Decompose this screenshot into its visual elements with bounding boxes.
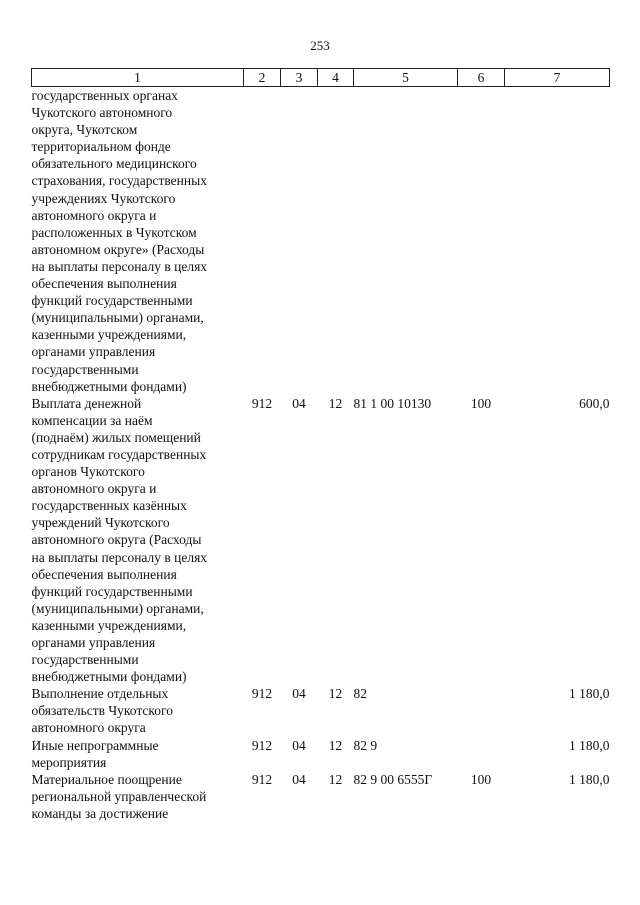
sum-cell: 1 180,0	[569, 737, 610, 753]
expense-name-line: государственных казённых	[31, 498, 187, 514]
expense-name-line: компенсации за наём	[31, 412, 153, 428]
expense-name-line: сотрудникам государственных	[31, 446, 207, 462]
expense-name-line: Материальное поощрение	[31, 771, 182, 787]
expense-name-line: органами управления	[31, 344, 156, 360]
table-body	[32, 87, 610, 823]
expense-name-line: округа, Чукотском	[31, 122, 138, 138]
expense-name-line: территориальном фонде	[31, 139, 171, 155]
admin-code-cell: 912	[251, 737, 273, 753]
expense-type-cell	[458, 737, 505, 771]
expense-name-line: автономном округе» (Расходы	[31, 241, 205, 257]
expense-type-cell	[458, 87, 505, 395]
expense-name-line: органами управления	[31, 635, 156, 650]
expense-name-line: Чукотского автономного	[31, 105, 173, 121]
section-code-cell: 04	[292, 395, 306, 411]
column-header-name: 1	[32, 69, 244, 87]
column-header-admin: 2	[244, 69, 281, 87]
expense-name-line: обеспечения выполнения	[31, 276, 177, 292]
header-row	[32, 69, 610, 87]
expense-name-cell	[32, 87, 244, 395]
expense-name-line: обеспечения выполнения	[31, 566, 177, 582]
column-header-target: 5	[354, 69, 458, 87]
expense-name-line: государственными	[31, 361, 139, 377]
page-number: 253	[310, 38, 330, 53]
expense-name-cell	[32, 737, 244, 771]
expense-name-line: учреждениях Чукотского	[31, 190, 176, 206]
expense-name-line: внебюджетными фондами)	[31, 669, 187, 685]
expense-name-line: (муниципальными) органами,	[31, 600, 204, 616]
column-header-type: 6	[458, 69, 505, 87]
expense-name-line: (поднаём) жилых помещений	[31, 429, 201, 445]
expense-name-line: Выполнение отдельных	[31, 686, 169, 702]
expense-name-line: обязательного медицинского	[31, 156, 197, 172]
sum-cell	[505, 87, 610, 395]
subsection-code-cell: 12	[328, 771, 343, 787]
subsection-code-cell: 12	[328, 737, 343, 753]
expense-name-cell	[32, 771, 244, 822]
expense-name-line: Выплата денежной	[31, 395, 142, 411]
sum-cell: 600,0	[579, 395, 610, 411]
section-code-cell: 04	[292, 771, 306, 787]
admin-code-cell	[244, 87, 281, 395]
expense-name-line: обязательств Чукотского	[31, 703, 173, 719]
table-row	[32, 685, 610, 736]
expense-name-cell	[32, 685, 244, 736]
expense-name-line: учреждений Чукотского	[31, 515, 170, 531]
expense-name-line: казенными учреждениями,	[31, 617, 187, 633]
expense-name-line: страхования, государственных	[31, 173, 207, 189]
expense-name-line: органов Чукотского	[31, 464, 145, 480]
table-row	[32, 771, 610, 822]
table-row	[32, 395, 610, 686]
table-row	[32, 737, 610, 771]
subsection-code-cell: 12	[328, 686, 343, 702]
target-article-cell: 82 9	[353, 737, 378, 753]
sum-cell: 1 180,0	[569, 771, 610, 787]
admin-code-cell: 912	[251, 686, 273, 702]
expense-name-line: государственными	[31, 652, 139, 668]
column-header-subsection: 4	[318, 69, 354, 87]
table-row	[32, 87, 610, 395]
column-header-section: 3	[281, 69, 318, 87]
target-article-cell: 81 1 00 10130	[353, 395, 432, 411]
expense-name-line: функций государственными	[31, 583, 193, 599]
section-code-cell: 04	[292, 737, 306, 753]
expense-type-cell	[458, 685, 505, 736]
admin-code-cell: 912	[251, 771, 273, 787]
expense-name-line: внебюджетными фондами)	[31, 378, 187, 394]
expense-name-line: (муниципальными) органами,	[31, 310, 204, 326]
expense-name-line: на выплаты персоналу в целях	[31, 549, 208, 565]
expense-name-cell	[32, 395, 244, 686]
target-article-cell	[354, 87, 458, 395]
expense-name-line: на выплаты персоналу в целях	[31, 258, 208, 274]
expense-name-line: автономного округа и	[31, 481, 157, 497]
column-header-sum: 7	[505, 69, 610, 87]
expense-name-line: расположенных в Чукотском	[31, 224, 197, 240]
expense-name-line: команды за достижение	[31, 805, 169, 821]
expense-name-line: автономного округа	[31, 720, 146, 736]
expense-name-line: государственных органах	[31, 88, 178, 103]
sum-cell: 1 180,0	[569, 686, 610, 702]
expense-name-line: казенными учреждениями,	[31, 327, 187, 343]
target-article-cell: 82	[353, 686, 367, 702]
section-code-cell: 04	[292, 686, 306, 702]
budget-table	[31, 68, 610, 822]
expense-name-line: функций государственными	[31, 293, 193, 309]
target-article-cell: 82 9 00 6555Г	[353, 771, 433, 787]
expense-type-cell: 100	[470, 771, 492, 787]
expense-name-line: региональной управленческой	[31, 788, 207, 804]
expense-name-line: автономного округа (Расходы	[31, 532, 202, 548]
expense-name-line: мероприятия	[31, 754, 107, 770]
subsection-code-cell	[318, 87, 354, 395]
subsection-code-cell: 12	[328, 395, 343, 411]
expense-type-cell: 100	[470, 395, 492, 411]
expense-name-line: Иные непрограммные	[31, 737, 159, 753]
expense-name-line: автономного округа и	[31, 207, 157, 223]
section-code-cell	[281, 87, 318, 395]
admin-code-cell: 912	[251, 395, 273, 411]
